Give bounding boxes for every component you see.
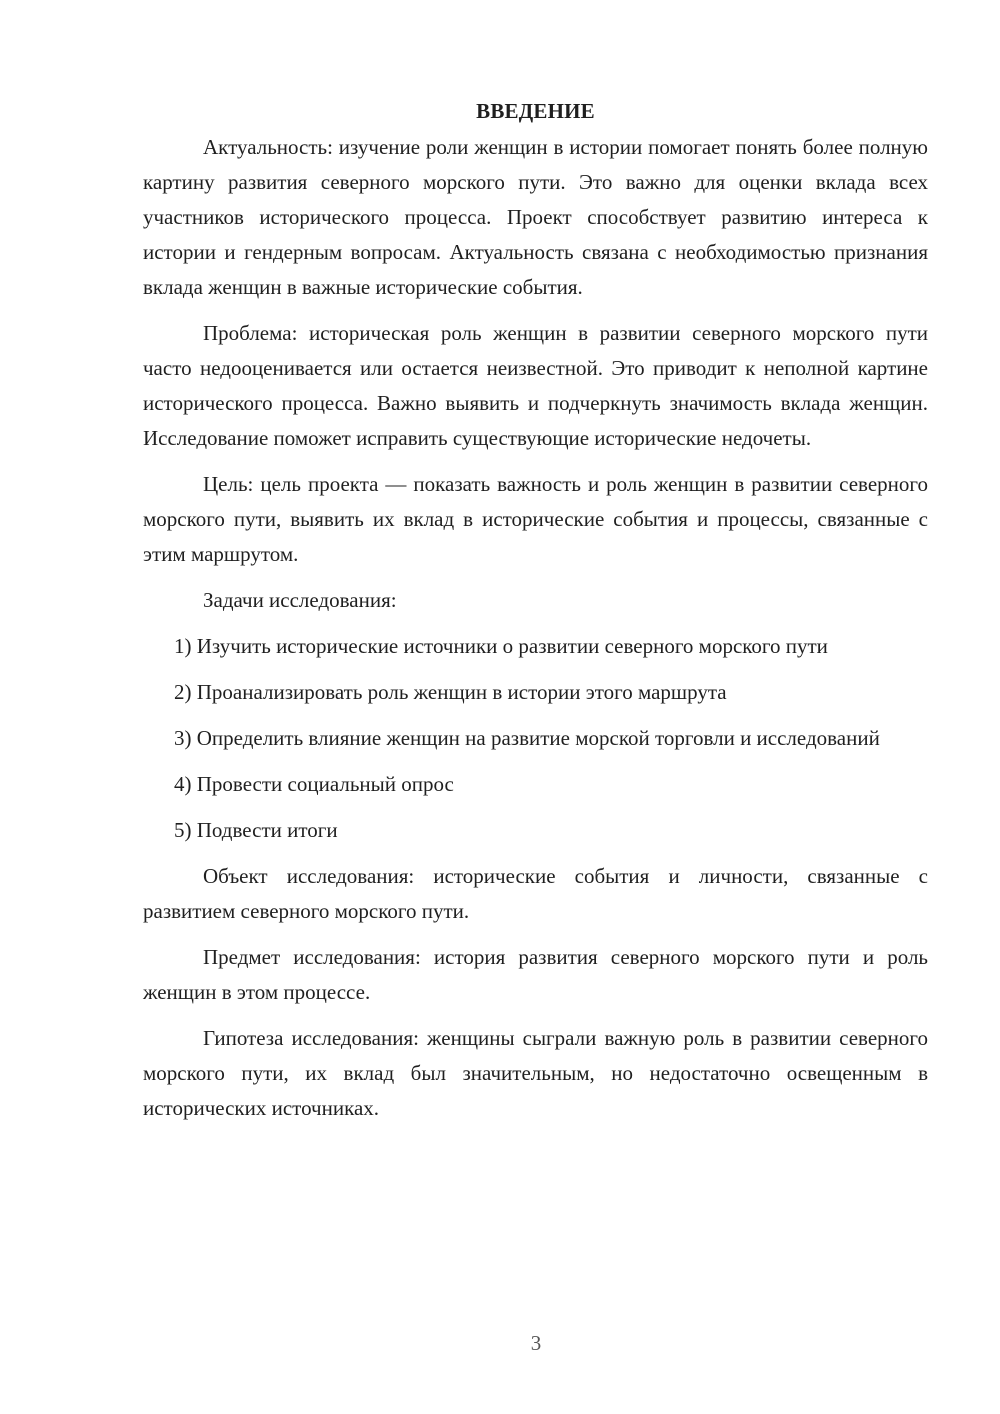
relevance-paragraph: Актуальность: изучение роли женщин в истории помогает понять более полную картину развития северного морского пути. Это важно для оценки вклада всех участников исторического процесса. Проект способствует развитию интереса к истории и гендерным вопросам. Актуальность связана с необходимостью признания вклада женщин в важные исторические события. xyxy=(143,135,928,299)
object-paragraph: Объект исследования: исторические события и личности, связанные с развитием северного морского пути. xyxy=(143,864,928,923)
task-item: 3) Определить влияние женщин на развитие морской торговли и исследований xyxy=(174,726,880,750)
page-title: ВВЕДЕНИЕ xyxy=(476,99,595,123)
problem-paragraph: Проблема: историческая роль женщин в развитии северного морского пути часто недооценивается или остается неизвестной. Это приводит к неполной картине исторического процесса. Важно выявить и подчеркнуть значимость вклада женщин. Исследование поможет исправить существующие исторические недочеты. xyxy=(143,321,928,450)
hypothesis-paragraph: Гипотеза исследования: женщины сыграли важную роль в развитии северного морского пути, их вклад был значительным, но недостаточно освещенным в исторических источниках. xyxy=(143,1026,928,1120)
tasks-heading: Задачи исследования: xyxy=(203,588,397,612)
task-item: 4) Провести социальный опрос xyxy=(174,772,454,796)
goal-paragraph: Цель: цель проекта — показать важность и роль женщин в развитии северного морского пути, выявить их вклад в исторические события и процессы, связанные с этим маршрутом. xyxy=(143,472,928,566)
task-item: 1) Изучить исторические источники о развитии северного морского пути xyxy=(174,634,828,658)
task-item: 2) Проанализировать роль женщин в истории этого маршрута xyxy=(174,680,727,704)
task-item: 5) Подвести итоги xyxy=(174,818,338,842)
subject-paragraph: Предмет исследования: история развития северного морского пути и роль женщин в этом процессе. xyxy=(143,945,928,1004)
page-content xyxy=(143,94,928,1137)
page-number: 3 xyxy=(530,1331,542,1355)
